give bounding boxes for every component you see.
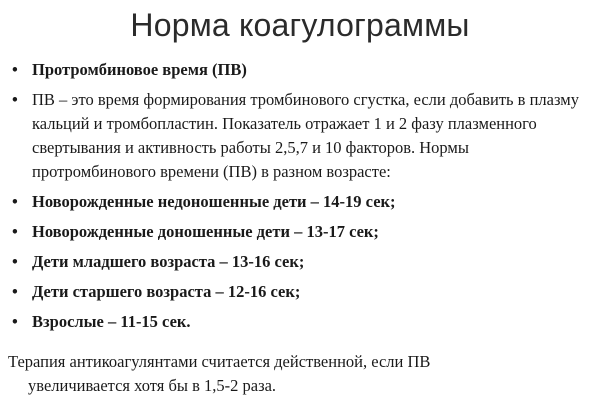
list-item xyxy=(12,220,592,244)
list-item xyxy=(12,190,592,214)
item-text: Протромбиновое время (ПВ) xyxy=(32,60,247,79)
list-item xyxy=(12,280,592,304)
item-text: Взрослые – 11-15 сек. xyxy=(32,312,191,331)
bullet-icon: • xyxy=(12,312,18,331)
item-text: Дети младшего возраста – 13-16 сек; xyxy=(32,252,305,271)
bullet-icon: • xyxy=(12,192,18,211)
item-text: Новорожденные недоношенные дети – 14-19 сек; xyxy=(32,192,396,211)
bullet-icon: • xyxy=(12,90,18,109)
item-text: Новорожденные доношенные дети – 13-17 сек; xyxy=(32,222,379,241)
list-item xyxy=(12,88,592,184)
content-list xyxy=(12,58,592,340)
footer-line-1: Терапия антикоагулянтами считается действенной, если ПВ xyxy=(8,352,431,371)
footer-paragraph xyxy=(8,350,598,398)
item-text: Дети старшего возраста – 12-16 сек; xyxy=(32,282,301,301)
list-item xyxy=(12,310,592,334)
bullet-icon: • xyxy=(12,252,18,271)
bullet-icon: • xyxy=(12,222,18,241)
list-item xyxy=(12,250,592,274)
bullet-icon: • xyxy=(12,282,18,301)
item-text: ПВ – это время формирования тромбинового сгустка, если добавить в плазму кальций и тромбопластин. Показатель отражает 1 и 2 фазу плазменного свертывания и активность работы 2,5,7 и 10 факторов. Нормы протромбинового времени (ПВ) в разном возрасте: xyxy=(32,90,579,181)
footer-line-2: увеличивается хотя бы в 1,5-2 раза. xyxy=(28,376,277,395)
slide-title: Норма коагулограммы xyxy=(130,7,470,43)
list-item xyxy=(12,58,592,82)
bullet-icon: • xyxy=(12,60,18,79)
